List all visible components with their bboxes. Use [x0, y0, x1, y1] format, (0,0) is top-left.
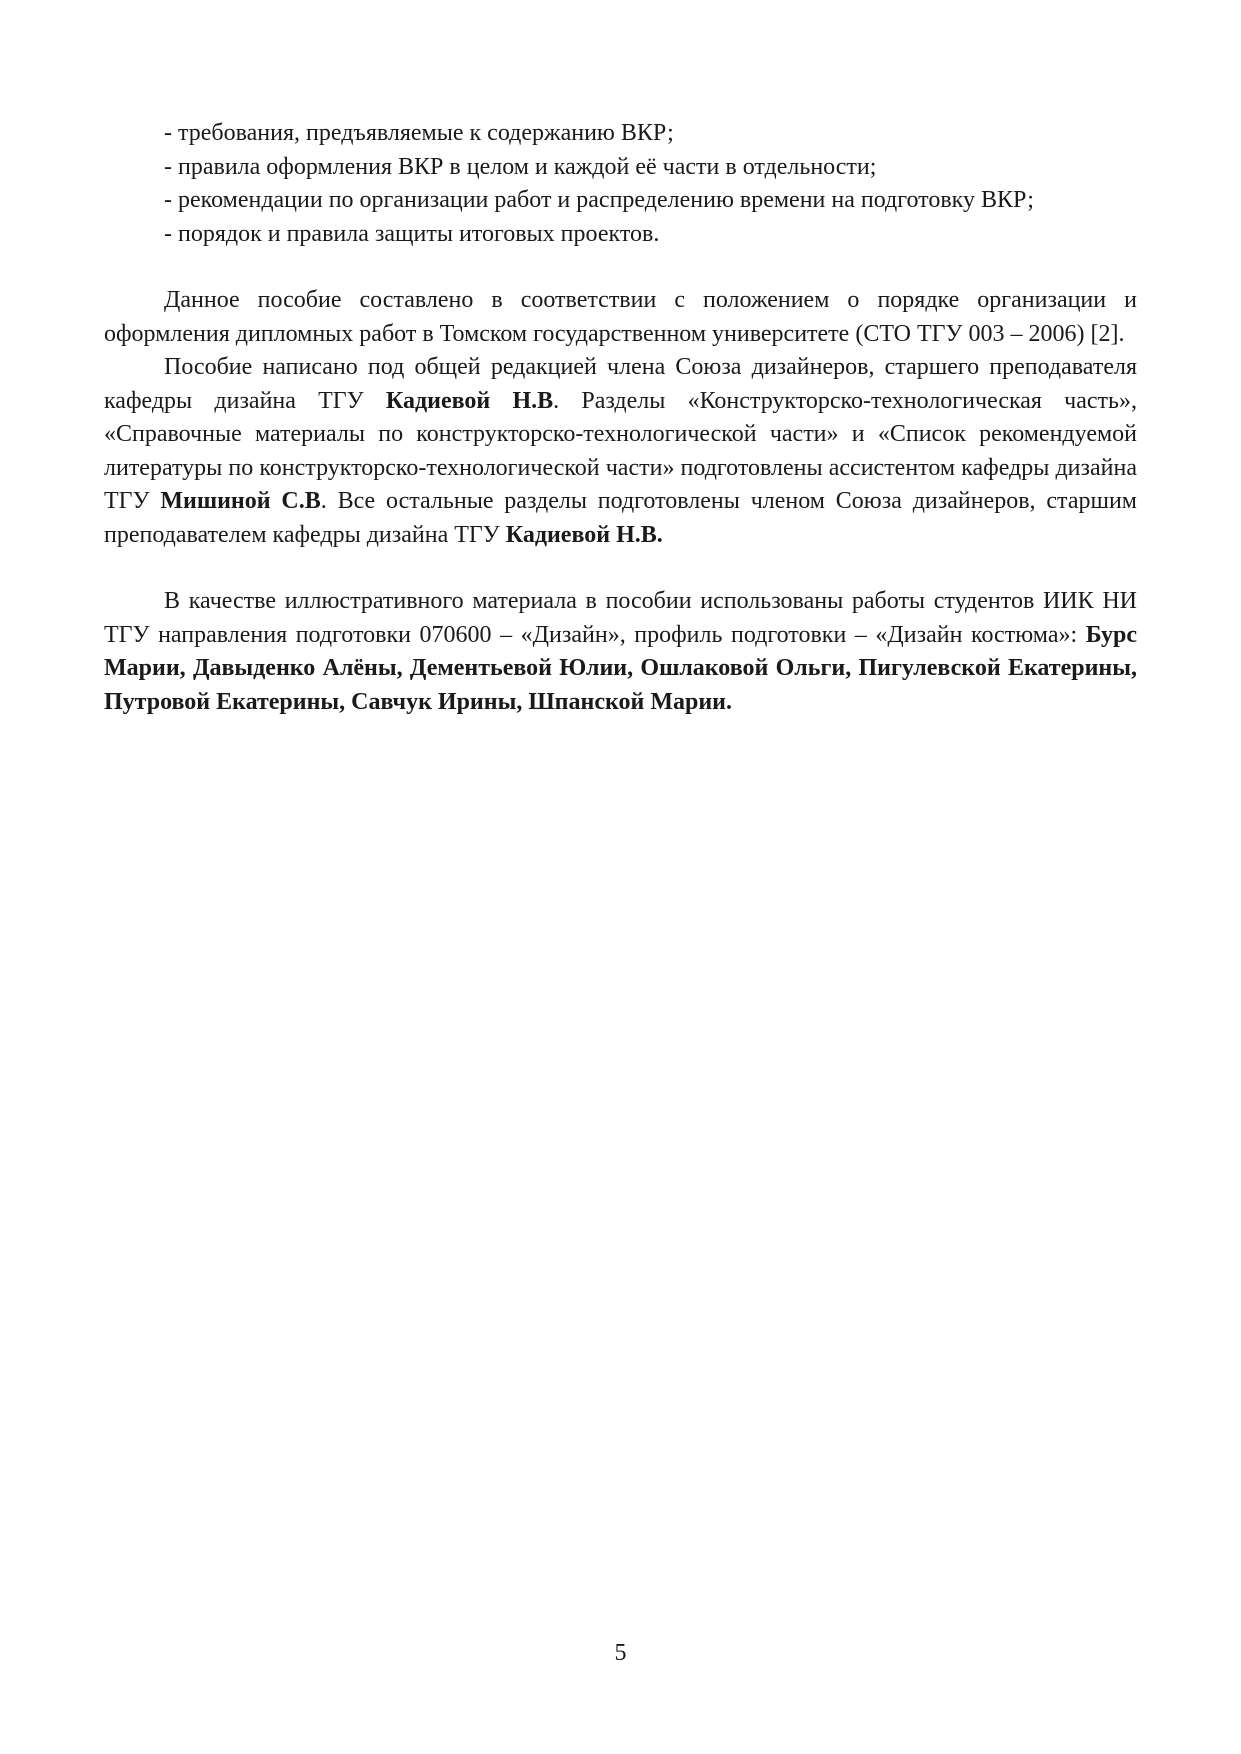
authors-text-1: Пособие написано под общей редакцией члена Союза дизайнеров, старшего преподавателя кафедры дизайна ТГУ	[104, 354, 1137, 414]
author-name-kadieva: Кадиевой Н.В	[385, 387, 554, 414]
spacer	[104, 552, 1137, 585]
paragraph-standard-compliance: Данное пособие составлено в соответствии с положением о порядке организации и оформления дипломных работ в Томском государственном университете (СТО ТГУ 003 – 2006) [2].	[104, 287, 1137, 347]
page-content	[104, 117, 1137, 719]
paragraph-authors	[104, 351, 1137, 552]
list-item: - правила оформления ВКР в целом и каждой её части в отдельности;	[164, 153, 877, 180]
authors-text-3: . Все остальные разделы подготовлены членом Союза дизайнеров, старшим преподавателем кафедры дизайна ТГУ	[104, 488, 1137, 548]
paragraph-illustrations	[104, 585, 1137, 719]
student-names: Бурс Марии, Давыденко Алёны, Дементьевой Юлии, Ошлаковой Ольги, Пигулевской Екатерины, Путровой Екатерины, Савчук Ирины, Шпанской Марии.	[104, 621, 1137, 715]
list-item: - порядок и правила защиты итоговых проектов.	[164, 220, 660, 247]
author-name-kadieva-final: Кадиевой Н.В.	[505, 521, 663, 548]
spacer	[104, 251, 1137, 284]
authors-text-2: . Разделы «Конструкторско-технологическая часть», «Справочные материалы по конструкторско-технологической части» и «Список рекомендуемой литературы по конструкторско-технологической части» подготовлены ассистентом кафедры дизайна ТГУ	[104, 387, 1137, 514]
illustrations-text: В качестве иллюстративного материала в пособии использованы работы студентов ИИК НИ ТГУ направления подготовки 070600 – «Дизайн», профиль подготовки – «Дизайн костюма»:	[104, 588, 1137, 648]
requirements-list	[104, 117, 1137, 251]
list-item: - требования, предъявляемые к содержанию ВКР;	[164, 120, 674, 146]
page-number: 5	[614, 1640, 627, 1666]
list-item: - рекомендации по организации работ и распределению времени на подготовку ВКР;	[164, 187, 1034, 213]
author-name-mishina: Мишиной С.В	[160, 488, 321, 514]
